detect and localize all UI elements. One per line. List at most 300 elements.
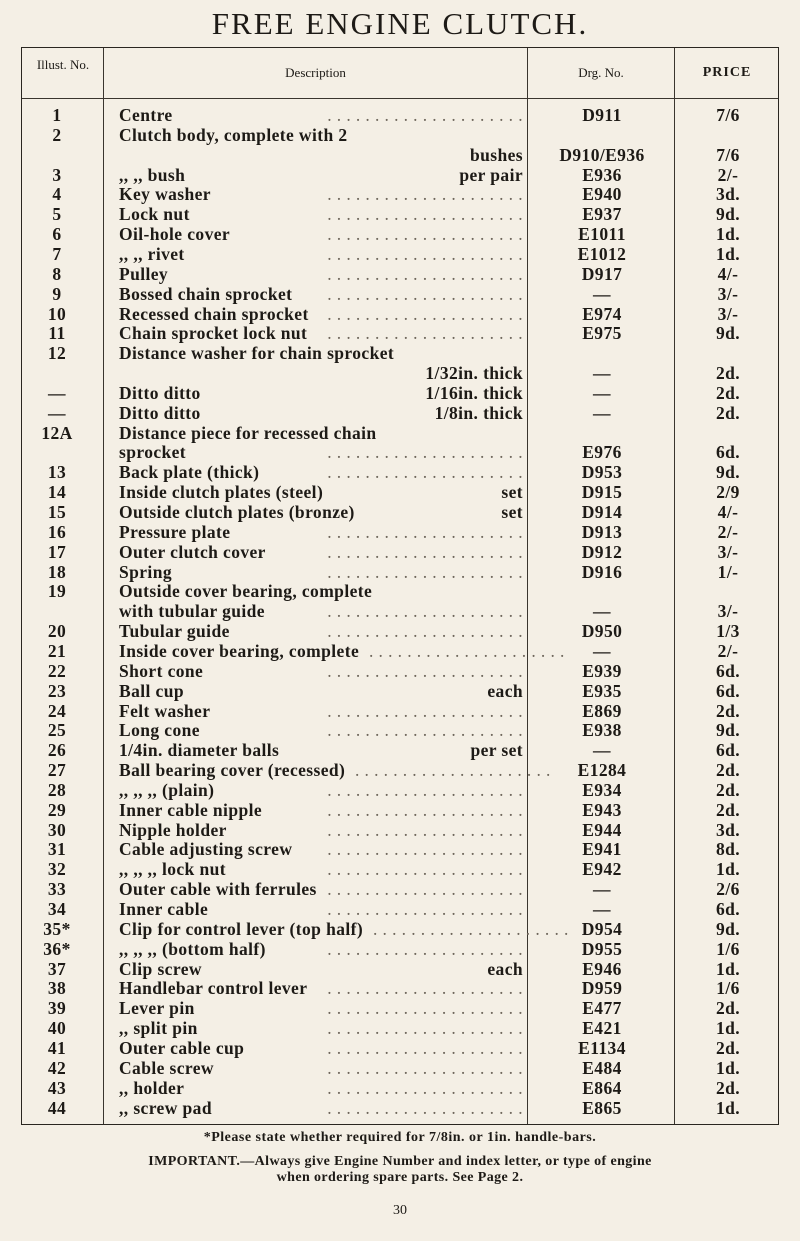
illust-no-cell: 7 <box>52 243 62 264</box>
description-cell: Tubular guide <box>119 621 230 642</box>
description-cell: ,, ,, ,, (plain) <box>119 779 215 800</box>
header-drg-no: Drg. No. <box>578 65 624 80</box>
illust-no-cell: 43 <box>47 1077 67 1098</box>
price-cell: 3/- <box>717 283 739 304</box>
description-cell: 1/4in. diameter balls <box>119 740 280 761</box>
price-cell: 2d. <box>715 1077 741 1098</box>
price-cell: 2d. <box>715 700 741 721</box>
leader-dots: . . . . . . . . . . . . . . . . . . . . . <box>327 1097 523 1118</box>
drawing-no-cell: E935 <box>582 680 622 701</box>
leader-dots: . . . . . . . . . . . . . . . . . . . . . <box>327 998 523 1019</box>
description-cell: Handlebar control lever <box>119 978 308 999</box>
header-divider <box>22 98 778 99</box>
leader-dots: . . . . . . . . . . . . . . . . . . . . . <box>327 799 523 820</box>
table-row <box>22 601 778 621</box>
illust-no-cell: 42 <box>47 1057 67 1078</box>
table-row <box>22 720 778 740</box>
drawing-no-cell: D915 <box>581 482 623 503</box>
table-row <box>22 442 778 462</box>
description-cell: Lever pin <box>119 998 195 1019</box>
table-row <box>22 105 778 125</box>
drawing-no-cell: D910/E936 <box>559 144 645 165</box>
drawing-no-cell: E975 <box>582 323 622 344</box>
table-row <box>22 383 778 403</box>
table-row <box>22 998 778 1018</box>
description-cell: Cable screw <box>119 1057 214 1078</box>
table-row <box>22 323 778 343</box>
description-cell: Felt washer <box>119 700 211 721</box>
table-row <box>22 919 778 939</box>
illust-no-cell: 12 <box>47 343 67 364</box>
illust-no-cell: 36* <box>43 938 71 959</box>
illust-no-cell: 21 <box>47 640 67 661</box>
table-row <box>22 224 778 244</box>
price-cell: 1d. <box>715 224 741 245</box>
leader-dots: . . . . . . . . . . . . . . . . . . . . . <box>373 918 569 939</box>
price-cell: 1d. <box>715 958 741 979</box>
illust-no-cell: 41 <box>47 1037 67 1058</box>
description-suffix-cell: 1/8in. thick <box>434 402 523 423</box>
drawing-no-cell: D912 <box>581 541 623 562</box>
description-cell: Outside cover bearing, complete <box>119 581 373 602</box>
table-row <box>22 165 778 185</box>
illust-no-cell: 9 <box>52 283 62 304</box>
description-cell: Outer cable with ferrules <box>119 879 317 900</box>
table-row <box>22 1058 778 1078</box>
price-cell: 2d. <box>715 799 741 820</box>
price-cell: 2/- <box>717 521 739 542</box>
table-row <box>22 621 778 641</box>
illust-no-cell: 24 <box>47 700 67 721</box>
description-cell: ,, holder <box>119 1077 185 1098</box>
table-row <box>22 482 778 502</box>
description-cell: with tubular guide <box>119 601 265 622</box>
drawing-no-cell: E937 <box>582 204 622 225</box>
price-cell: 2d. <box>715 779 741 800</box>
price-cell: 3/- <box>717 303 739 324</box>
drawing-no-cell: D916 <box>581 561 623 582</box>
illust-no-cell: 16 <box>47 521 67 542</box>
price-cell: 9d. <box>715 918 741 939</box>
illust-no-cell: 26 <box>47 740 67 761</box>
description-cell: Spring <box>119 561 172 582</box>
price-cell: 2d. <box>715 363 741 384</box>
table-row <box>22 284 778 304</box>
table-row <box>22 304 778 324</box>
drawing-no-cell: D914 <box>581 502 623 522</box>
drawing-no-cell: E938 <box>582 720 622 741</box>
description-cell: Outside clutch plates (bronze) <box>119 502 355 522</box>
description-cell: Cable adjusting screw <box>119 839 293 860</box>
drawing-no-cell: — <box>593 640 611 661</box>
table-row <box>22 760 778 780</box>
price-cell: 6d. <box>715 680 741 701</box>
table-row <box>22 204 778 224</box>
description-suffix-cell: per pair <box>459 164 523 185</box>
leader-dots: . . . . . . . . . . . . . . . . . . . . . <box>327 859 523 880</box>
description-cell: Back plate (thick) <box>119 462 260 483</box>
description-cell: Short cone <box>119 660 204 681</box>
price-cell: 3d. <box>715 184 741 205</box>
price-cell: 6d. <box>715 660 741 681</box>
drawing-no-cell: E939 <box>582 660 622 681</box>
price-cell: 2d. <box>715 402 741 423</box>
page-number: 30 <box>393 1203 407 1218</box>
description-cell: Inside clutch plates (steel) <box>119 482 324 503</box>
drawing-no-cell: — <box>593 740 611 761</box>
table-row <box>22 681 778 701</box>
drawing-no-cell: D959 <box>581 978 623 999</box>
price-cell: 8d. <box>715 839 741 860</box>
illust-no-cell: 31 <box>47 839 67 860</box>
drawing-no-cell: E940 <box>582 184 622 205</box>
illust-no-cell: 20 <box>47 621 67 642</box>
price-cell: 1/3 <box>716 621 740 642</box>
illust-no-cell: 18 <box>47 561 67 582</box>
important-line: when ordering spare parts. See Page 2. <box>276 1170 524 1185</box>
table-row <box>22 423 778 443</box>
description-cell: Outer clutch cover <box>119 541 266 562</box>
footnote: *Please state whether required for 7/8in. or 1in. handle-bars. <box>203 1130 597 1145</box>
description-cell: Outer cable cup <box>119 1037 245 1058</box>
parts-table <box>21 47 779 1125</box>
description-cell: Inner cable <box>119 899 209 919</box>
description-cell: Distance piece for recessed chain <box>119 422 377 443</box>
table-row <box>22 581 778 601</box>
description-cell: Recessed chain sprocket <box>119 303 309 324</box>
drawing-no-cell: E484 <box>582 1057 622 1078</box>
description-cell: Ball bearing cover (recessed) <box>119 760 346 781</box>
price-cell: 1/6 <box>716 978 740 999</box>
drawing-no-cell: — <box>593 283 611 304</box>
drawing-no-cell: E941 <box>582 839 622 860</box>
illust-no-cell: 11 <box>48 323 66 344</box>
leader-dots: . . . . . . . . . . . . . . . . . . . . . <box>327 1057 523 1078</box>
leader-dots: . . . . . . . . . . . . . . . . . . . . . <box>369 640 565 661</box>
table-row <box>22 859 778 879</box>
drawing-no-cell: E869 <box>582 700 622 721</box>
drawing-no-cell: D950 <box>581 621 623 642</box>
leader-dots: . . . . . . . . . . . . . . . . . . . . . <box>327 879 523 900</box>
price-cell: 2/- <box>717 640 739 661</box>
illust-no-cell: 25 <box>47 720 67 741</box>
table-row <box>22 1078 778 1098</box>
price-cell: 1/6 <box>716 938 740 959</box>
illust-no-cell: 28 <box>47 779 67 800</box>
price-cell: 1d. <box>715 859 741 880</box>
illust-no-cell: 6 <box>52 224 62 245</box>
description-suffix-cell: bushes <box>470 144 523 165</box>
description-cell: Distance washer for chain sprocket <box>119 343 395 364</box>
leader-dots: . . . . . . . . . . . . . . . . . . . . . <box>327 243 523 264</box>
price-cell: 9d. <box>715 720 741 741</box>
table-row <box>22 1038 778 1058</box>
description-cell: Pulley <box>119 263 169 284</box>
table-row <box>22 641 778 661</box>
price-cell: 1/- <box>717 561 739 582</box>
leader-dots: . . . . . . . . . . . . . . . . . . . . . <box>327 462 523 483</box>
illust-no-cell: 17 <box>47 541 67 562</box>
description-cell: Long cone <box>119 720 200 741</box>
table-row <box>22 542 778 562</box>
illust-no-cell: 22 <box>47 660 67 681</box>
illust-no-cell: 12A <box>41 422 73 443</box>
drawing-no-cell: E1284 <box>577 760 627 781</box>
leader-dots: . . . . . . . . . . . . . . . . . . . . . <box>327 621 523 642</box>
leader-dots: . . . . . . . . . . . . . . . . . . . . . <box>355 760 551 781</box>
description-cell: Clutch body, complete with 2 <box>119 124 348 145</box>
drawing-no-cell: E865 <box>582 1097 622 1118</box>
description-suffix-cell: set <box>501 482 523 503</box>
leader-dots: . . . . . . . . . . . . . . . . . . . . . <box>327 660 523 681</box>
leader-dots: . . . . . . . . . . . . . . . . . . . . . <box>327 105 523 125</box>
drawing-no-cell: — <box>593 899 611 919</box>
table-row <box>22 562 778 582</box>
table-row <box>22 244 778 264</box>
description-cell: Chain sprocket lock nut <box>119 323 308 344</box>
description-cell: ,, ,, rivet <box>119 243 185 264</box>
drawing-no-cell: E944 <box>582 819 622 840</box>
description-cell: Nipple holder <box>119 819 227 840</box>
table-row <box>22 363 778 383</box>
price-cell: 2d. <box>715 382 741 403</box>
drawing-no-cell: D911 <box>582 105 622 125</box>
drawing-no-cell: E942 <box>582 859 622 880</box>
description-cell: Pressure plate <box>119 521 231 542</box>
price-cell: 6d. <box>715 899 741 919</box>
leader-dots: . . . . . . . . . . . . . . . . . . . . . <box>327 819 523 840</box>
table-row <box>22 125 778 145</box>
leader-dots: . . . . . . . . . . . . . . . . . . . . . <box>327 184 523 205</box>
illust-no-cell: 1 <box>52 105 62 125</box>
description-suffix-cell: set <box>501 502 523 522</box>
illust-no-cell: 30 <box>47 819 67 840</box>
price-cell: 1d. <box>715 243 741 264</box>
table-row <box>22 1098 778 1118</box>
price-cell: 9d. <box>715 323 741 344</box>
illust-no-cell: 37 <box>47 958 67 979</box>
description-cell: Lock nut <box>119 204 190 225</box>
drawing-no-cell: E421 <box>582 1018 622 1039</box>
illust-no-cell: 38 <box>47 978 67 999</box>
description-cell: Clip for control lever (top half) <box>119 918 364 939</box>
leader-dots: . . . . . . . . . . . . . . . . . . . . . <box>327 442 523 463</box>
leader-dots: . . . . . . . . . . . . . . . . . . . . . <box>327 541 523 562</box>
leader-dots: . . . . . . . . . . . . . . . . . . . . . <box>327 839 523 860</box>
leader-dots: . . . . . . . . . . . . . . . . . . . . . <box>327 978 523 999</box>
illust-no-cell: 14 <box>47 482 67 503</box>
price-cell: 7/6 <box>716 105 740 125</box>
description-cell: Centre <box>119 105 173 125</box>
leader-dots: . . . . . . . . . . . . . . . . . . . . . <box>327 601 523 622</box>
drawing-no-cell: — <box>593 382 611 403</box>
drawing-no-cell: E934 <box>582 779 622 800</box>
description-cell: sprocket <box>119 442 187 463</box>
price-cell: 2/6 <box>716 879 740 900</box>
description-suffix-cell: 1/32in. thick <box>425 363 523 384</box>
description-cell: ,, screw pad <box>119 1097 212 1118</box>
leader-dots: . . . . . . . . . . . . . . . . . . . . . <box>327 561 523 582</box>
leader-dots: . . . . . . . . . . . . . . . . . . . . . <box>327 323 523 344</box>
drawing-no-cell: D954 <box>581 918 623 939</box>
leader-dots: . . . . . . . . . . . . . . . . . . . . . <box>327 224 523 245</box>
leader-dots: . . . . . . . . . . . . . . . . . . . . . <box>327 283 523 304</box>
drawing-no-cell: E1012 <box>577 243 627 264</box>
header-description: Description <box>285 65 346 80</box>
price-cell: 1d. <box>715 1057 741 1078</box>
table-row <box>22 145 778 165</box>
price-cell: 9d. <box>715 204 741 225</box>
illust-no-cell: 19 <box>47 581 67 602</box>
drawing-no-cell: E976 <box>582 442 622 463</box>
price-cell: 3/- <box>717 601 739 622</box>
illust-no-cell: — <box>48 402 66 423</box>
illust-no-cell: 2 <box>52 124 62 145</box>
description-cell: Bossed chain sprocket <box>119 283 293 304</box>
illust-no-cell: 3 <box>52 164 62 185</box>
leader-dots: . . . . . . . . . . . . . . . . . . . . . <box>327 1018 523 1039</box>
price-cell: 9d. <box>715 462 741 483</box>
drawing-no-cell: — <box>593 363 611 384</box>
table-row <box>22 839 778 859</box>
description-cell: Inside cover bearing, complete <box>119 640 360 661</box>
illust-no-cell: 4 <box>52 184 62 205</box>
price-cell: 7/6 <box>716 144 740 165</box>
table-row <box>22 740 778 760</box>
leader-dots: . . . . . . . . . . . . . . . . . . . . . <box>327 204 523 225</box>
drawing-no-cell: — <box>593 879 611 900</box>
description-cell: Ball cup <box>119 680 184 701</box>
illust-no-cell: 33 <box>47 879 67 900</box>
page-title: FREE ENGINE CLUTCH. <box>211 6 589 41</box>
drawing-no-cell: E946 <box>582 958 622 979</box>
table-row <box>22 343 778 363</box>
price-cell: 2d. <box>715 1037 741 1058</box>
table-row <box>22 1018 778 1038</box>
table-row <box>22 403 778 423</box>
table-row <box>22 978 778 998</box>
illust-no-cell: 13 <box>47 462 67 483</box>
table-row <box>22 800 778 820</box>
price-cell: 4/- <box>717 263 739 284</box>
description-suffix-cell: each <box>487 680 523 701</box>
table-row <box>22 701 778 721</box>
illust-no-cell: 10 <box>47 303 67 324</box>
table-row <box>22 661 778 681</box>
leader-dots: . . . . . . . . . . . . . . . . . . . . . <box>327 779 523 800</box>
drawing-no-cell: — <box>593 601 611 622</box>
description-suffix-cell: 1/16in. thick <box>425 382 523 403</box>
description-cell: ,, ,, bush <box>119 164 186 185</box>
description-cell: ,, ,, ,, lock nut <box>119 859 226 880</box>
illust-no-cell: 34 <box>47 899 67 919</box>
description-cell: Ditto ditto <box>119 382 201 403</box>
drawing-no-cell: E974 <box>582 303 622 324</box>
table-row <box>22 780 778 800</box>
leader-dots: . . . . . . . . . . . . . . . . . . . . . <box>327 899 523 919</box>
header-price: PRICE <box>702 65 752 80</box>
drawing-no-cell: E477 <box>582 998 622 1019</box>
drawing-no-cell: E936 <box>582 164 622 185</box>
description-cell: Clip screw <box>119 958 202 979</box>
description-cell: Ditto ditto <box>119 402 201 423</box>
illust-no-cell: 39 <box>47 998 67 1019</box>
important-note <box>0 1154 800 1186</box>
important-line: IMPORTANT.—Always give Engine Number and index letter, or type of engine <box>148 1154 652 1169</box>
leader-dots: . . . . . . . . . . . . . . . . . . . . . <box>327 263 523 284</box>
price-cell: 3/- <box>717 541 739 562</box>
price-cell: 4/- <box>717 502 739 522</box>
drawing-no-cell: D953 <box>581 462 623 483</box>
leader-dots: . . . . . . . . . . . . . . . . . . . . . <box>327 700 523 721</box>
description-cell: Oil-hole cover <box>119 224 231 245</box>
illust-no-cell: 32 <box>47 859 67 880</box>
illust-no-cell: 35* <box>43 918 71 939</box>
drawing-no-cell: E1134 <box>578 1037 626 1058</box>
table-row <box>22 462 778 482</box>
illust-no-cell: 5 <box>52 204 62 225</box>
description-cell: Inner cable nipple <box>119 799 263 820</box>
table-row <box>22 879 778 899</box>
leader-dots: . . . . . . . . . . . . . . . . . . . . . <box>327 720 523 741</box>
leader-dots: . . . . . . . . . . . . . . . . . . . . . <box>327 303 523 324</box>
description-cell: ,, ,, ,, (bottom half) <box>119 938 266 959</box>
price-cell: 2d. <box>715 760 741 781</box>
price-cell: 3d. <box>715 819 741 840</box>
drawing-no-cell: E943 <box>582 799 622 820</box>
header-illust-no: Illust. No. <box>36 57 90 72</box>
table-row <box>22 264 778 284</box>
illust-no-cell: 27 <box>47 760 67 781</box>
illust-no-cell: 40 <box>47 1018 67 1039</box>
description-cell: ,, split pin <box>119 1018 198 1039</box>
leader-dots: . . . . . . . . . . . . . . . . . . . . . <box>327 521 523 542</box>
price-cell: 1d. <box>715 1097 741 1118</box>
table-row <box>22 899 778 919</box>
illust-no-cell: 44 <box>47 1097 67 1118</box>
leader-dots: . . . . . . . . . . . . . . . . . . . . . <box>327 1077 523 1098</box>
drawing-no-cell: E864 <box>582 1077 622 1098</box>
description-suffix-cell: per set <box>470 740 523 761</box>
price-cell: 2/9 <box>716 482 740 503</box>
illust-no-cell: 23 <box>47 680 67 701</box>
price-cell: 6d. <box>715 740 741 761</box>
illust-no-cell: 29 <box>47 799 67 820</box>
drawing-no-cell: D955 <box>581 938 623 959</box>
description-cell: Key washer <box>119 184 211 205</box>
drawing-no-cell: D917 <box>581 263 623 284</box>
table-row <box>22 184 778 204</box>
drawing-no-cell: — <box>593 402 611 423</box>
table-row <box>22 820 778 840</box>
price-cell: 2/- <box>717 164 739 185</box>
leader-dots: . . . . . . . . . . . . . . . . . . . . . <box>327 1037 523 1058</box>
illust-no-cell: 15 <box>47 502 67 522</box>
price-cell: 1d. <box>715 1018 741 1039</box>
leader-dots: . . . . . . . . . . . . . . . . . . . . . <box>327 938 523 959</box>
description-suffix-cell: each <box>487 958 523 979</box>
price-cell: 2d. <box>715 998 741 1019</box>
price-cell: 6d. <box>715 442 741 463</box>
drawing-no-cell: E1011 <box>578 224 626 245</box>
table-row <box>22 502 778 522</box>
table-row <box>22 939 778 959</box>
table-row <box>22 959 778 979</box>
illust-no-cell: 8 <box>52 263 62 284</box>
drawing-no-cell: D913 <box>581 521 623 542</box>
illust-no-cell: — <box>48 382 66 403</box>
table-row <box>22 522 778 542</box>
